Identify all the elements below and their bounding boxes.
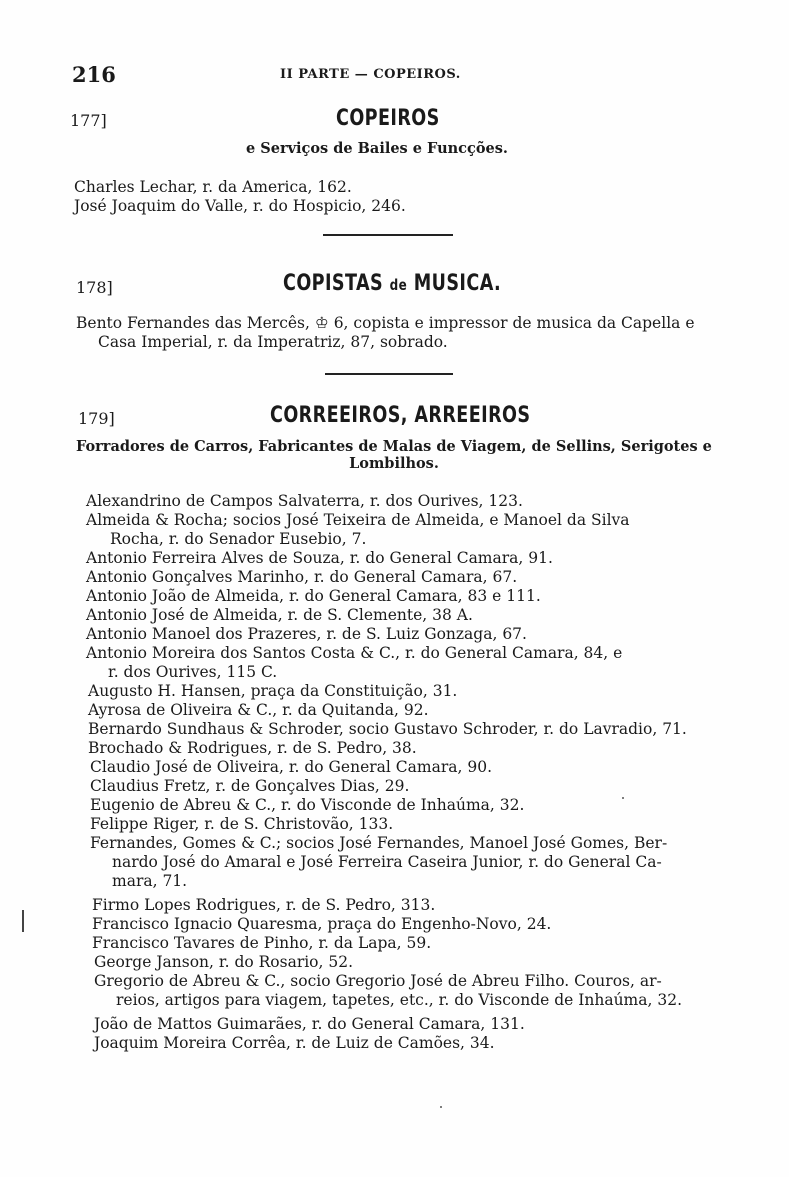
subtitle-text: Forradores de Carros, Fabricantes de Malas de Viagem, de Sellins, Serigotes e <box>76 438 712 455</box>
list-item: Joaquim Moreira Corrêa, r. de Luiz de Camões, 34. <box>94 1034 495 1052</box>
page-number: 216 <box>72 62 116 87</box>
running-head <box>72 62 712 86</box>
section-number: 178] <box>76 278 113 297</box>
list-item: Antonio Gonçalves Marinho, r. do General Camara, 67. <box>86 568 518 586</box>
list-item: Eugenio de Abreu & C., r. do Visconde de Inhaúma, 32. <box>90 796 525 814</box>
title-part: COPISTAS <box>283 271 384 296</box>
list-item: Gregorio de Abreu & C., socio Gregorio José de Abreu Filho. Couros, ar- <box>94 972 662 990</box>
list-item: Augusto H. Hansen, praça da Constituição, 31. <box>88 682 458 700</box>
list-item <box>76 314 712 352</box>
entry-line: Casa Imperial, r. da Imperatriz, 87, sobrado. <box>98 333 448 351</box>
list-item: João de Mattos Guimarães, r. do General Camara, 131. <box>94 1015 525 1033</box>
list-item-continuation: reios, artigos para viagem, tapetes, etc., r. do Visconde de Inhaúma, 32. <box>116 991 682 1009</box>
list-item-continuation: r. dos Ourives, 115 C. <box>108 663 278 681</box>
section-title <box>283 271 501 296</box>
list-item: Antonio José de Almeida, r. de S. Clemente, 38 A. <box>86 606 473 624</box>
list-item: Charles Lechar, r. da America, 162. <box>74 178 352 196</box>
section-subtitle <box>76 438 712 472</box>
list-item: Claudius Fretz, r. de Gonçalves Dias, 29. <box>90 777 410 795</box>
list-item: Claudio José de Oliveira, r. do General Camara, 90. <box>90 758 492 776</box>
list-item: Antonio Ferreira Alves de Souza, r. do General Camara, 91. <box>86 549 553 567</box>
list-item: Firmo Lopes Rodrigues, r. de S. Pedro, 313. <box>92 896 436 914</box>
list-item: Francisco Tavares de Pinho, r. da Lapa, 59. <box>92 934 432 952</box>
title-connector: de <box>389 276 408 294</box>
ink-speck <box>440 1106 442 1108</box>
ink-speck <box>622 797 624 799</box>
section-title: COPEIROS <box>336 106 440 131</box>
list-item-continuation: mara, 71. <box>112 872 188 890</box>
list-item: Bernardo Sundhaus & Schroder, socio Gustavo Schroder, r. do Lavradio, 71. <box>88 720 687 738</box>
list-item: Brochado & Rodrigues, r. de S. Pedro, 38. <box>88 739 417 757</box>
section-divider <box>323 234 453 236</box>
section-number: 177] <box>70 111 107 130</box>
margin-mark <box>22 910 24 932</box>
list-item: Antonio Moreira dos Santos Costa & C., r. do General Camara, 84, e <box>86 644 623 662</box>
list-item: Felippe Riger, r. de S. Christovão, 133. <box>90 815 394 833</box>
list-item: George Janson, r. do Rosario, 52. <box>94 953 354 971</box>
list-item: Fernandes, Gomes & C.; socios José Fernandes, Manoel José Gomes, Ber- <box>90 834 668 852</box>
running-title: II PARTE — COPEIROS. <box>280 67 461 82</box>
section-number: 179] <box>78 409 115 428</box>
list-item-continuation: Rocha, r. do Senador Eusebio, 7. <box>110 530 367 548</box>
list-item: Almeida & Rocha; socios José Teixeira de Almeida, e Manoel da Silva <box>86 511 630 529</box>
list-item: Francisco Ignacio Quaresma, praça do Engenho-Novo, 24. <box>92 915 552 933</box>
subtitle-line <box>76 438 712 455</box>
subtitle-line: Lombilhos. <box>349 455 439 472</box>
section-title: CORREEIROS, ARREEIROS <box>270 403 531 428</box>
list-item: Ayrosa de Oliveira & C., r. da Quitanda, 92. <box>88 701 429 719</box>
list-item-continuation: nardo José do Amaral e José Ferreira Caseira Junior, r. do General Ca- <box>112 853 662 871</box>
list-item: Antonio João de Almeida, r. do General Camara, 83 e 111. <box>86 587 541 605</box>
title-part: MUSICA. <box>413 271 502 296</box>
section-divider <box>325 373 453 375</box>
list-item: Alexandrino de Campos Salvaterra, r. dos Ourives, 123. <box>86 492 523 510</box>
list-item: José Joaquim do Valle, r. do Hospicio, 246. <box>74 197 406 215</box>
section-subtitle: e Serviços de Bailes e Funcções. <box>246 140 508 157</box>
list-item: Antonio Manoel dos Prazeres, r. de S. Luiz Gonzaga, 67. <box>86 625 527 643</box>
entry-line: Bento Fernandes das Mercês, ♔ 6, copista e impressor de musica da Capella e <box>76 314 695 332</box>
